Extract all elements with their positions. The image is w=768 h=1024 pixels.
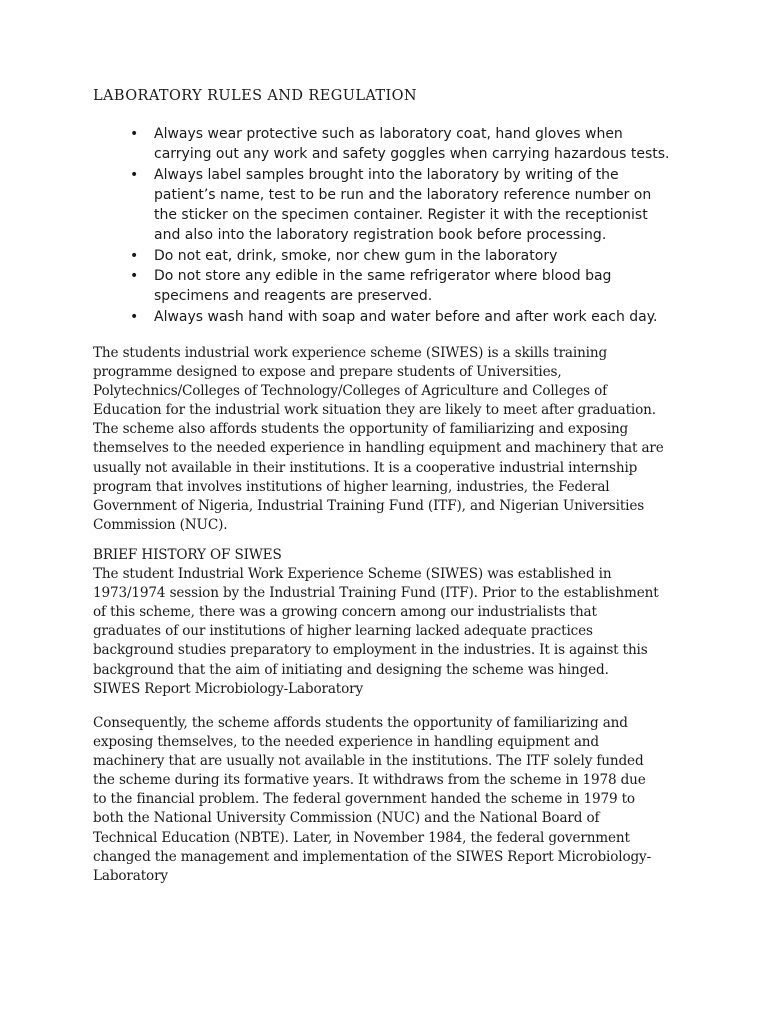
rule-line: Do not store any edible in the same refrigerator where blood bag: [154, 268, 612, 285]
history-heading: BRIEF HISTORY OF SIWES: [93, 547, 282, 563]
rule-item: [130, 165, 690, 246]
paragraph-line: Education for the industrial work situation they are likely to meet after graduation.: [93, 402, 656, 419]
bullet-icon: •: [130, 166, 139, 183]
paragraph-line: changed the management and implementation of the SIWES Report Microbiology-: [93, 848, 652, 865]
rule-item: [130, 266, 690, 307]
document-title: LABORATORY RULES AND REGULATION: [93, 88, 417, 104]
paragraph-line: The students industrial work experience scheme (SIWES) is a skills training: [93, 345, 608, 361]
paragraph-line: Technical Education (NBTE). Later, in November 1984, the federal government: [93, 829, 630, 846]
consequently-paragraph: [93, 714, 693, 886]
paragraph-line: program that involves institutions of higher learning, industries, the Federal: [93, 478, 610, 495]
bullet-icon: •: [130, 247, 139, 264]
paragraph-line: the scheme during its formative years. It withdraws from the scheme in 1978 due: [93, 772, 646, 789]
rule-line: and also into the laboratory registration book before processing.: [154, 227, 607, 244]
paragraph-line: both the National University Commission (NUC) and the National Board of: [93, 810, 600, 827]
rule-item: [130, 246, 690, 266]
paragraph-line: Commission (NUC).: [93, 516, 228, 533]
paragraph-line: Consequently, the scheme affords students the opportunity of familiarizing and: [93, 715, 628, 731]
rule-line: specimens and reagents are preserved.: [154, 288, 433, 305]
paragraph-line: exposing themselves, to the needed experience in handling equipment and: [93, 734, 599, 751]
paragraph-line: Laboratory: [93, 867, 168, 884]
rule-line: the sticker on the specimen container. Register it with the receptionist: [154, 207, 648, 224]
paragraph-line: of this scheme, there was a growing concern among our industrialists that: [93, 604, 597, 621]
paragraph-line: Government of Nigeria, Industrial Training Fund (ITF), and Nigerian Universities: [93, 497, 645, 514]
bullet-icon: •: [130, 126, 139, 142]
history-section: [93, 546, 693, 699]
paragraph-line: The scheme also affords students the opportunity of familiarizing and exposing: [93, 421, 629, 438]
paragraph-line: machinery that are usually not available in the institutions. The ITF solely funded: [93, 753, 644, 770]
rule-line: carrying out any work and safety goggles when carrying hazardous tests.: [154, 146, 670, 163]
bullet-icon: •: [130, 268, 139, 285]
paragraph-line: background that the aim of initiating and designing the scheme was hinged.: [93, 661, 609, 678]
paragraph-line: usually not available in their institutions. It is a cooperative industrial internship: [93, 459, 638, 476]
rule-line: Always wash hand with soap and water before and after work each day.: [154, 308, 658, 325]
paragraph-line: programme designed to expose and prepare students of Universities,: [93, 364, 562, 381]
paragraph-line: The student Industrial Work Experience Scheme (SIWES) was established in: [93, 566, 612, 583]
rule-item: [130, 307, 690, 327]
paragraph-line: 1973/1974 session by the Industrial Training Fund (ITF). Prior to the establishment: [93, 585, 659, 602]
paragraph-line: background studies preparatory to employment in the industries. It is against this: [93, 642, 648, 659]
paragraph-line: to the financial problem. The federal government handed the scheme in 1979 to: [93, 791, 635, 808]
rule-line: Do not eat, drink, smoke, nor chew gum in the laboratory: [154, 247, 558, 264]
siwes-intro-paragraph: [93, 344, 693, 535]
paragraph-line: SIWES Report Microbiology-Laboratory: [93, 680, 364, 697]
rule-line: Always wear protective such as laboratory coat, hand gloves when: [154, 126, 623, 142]
bullet-icon: •: [130, 308, 139, 325]
paragraph-line: themselves to the needed experience in handling equipment and machinery that are: [93, 440, 664, 457]
paragraph-line: graduates of our institutions of higher learning lacked adequate practices: [93, 623, 593, 640]
paragraph-line: Polytechnics/Colleges of Technology/Colleges of Agriculture and Colleges of: [93, 383, 608, 400]
rule-item: [130, 124, 690, 165]
rule-line: patient’s name, test to be run and the laboratory reference number on: [154, 186, 652, 203]
rule-line: Always label samples brought into the laboratory by writing of the: [154, 166, 619, 183]
rules-list: [130, 124, 690, 327]
